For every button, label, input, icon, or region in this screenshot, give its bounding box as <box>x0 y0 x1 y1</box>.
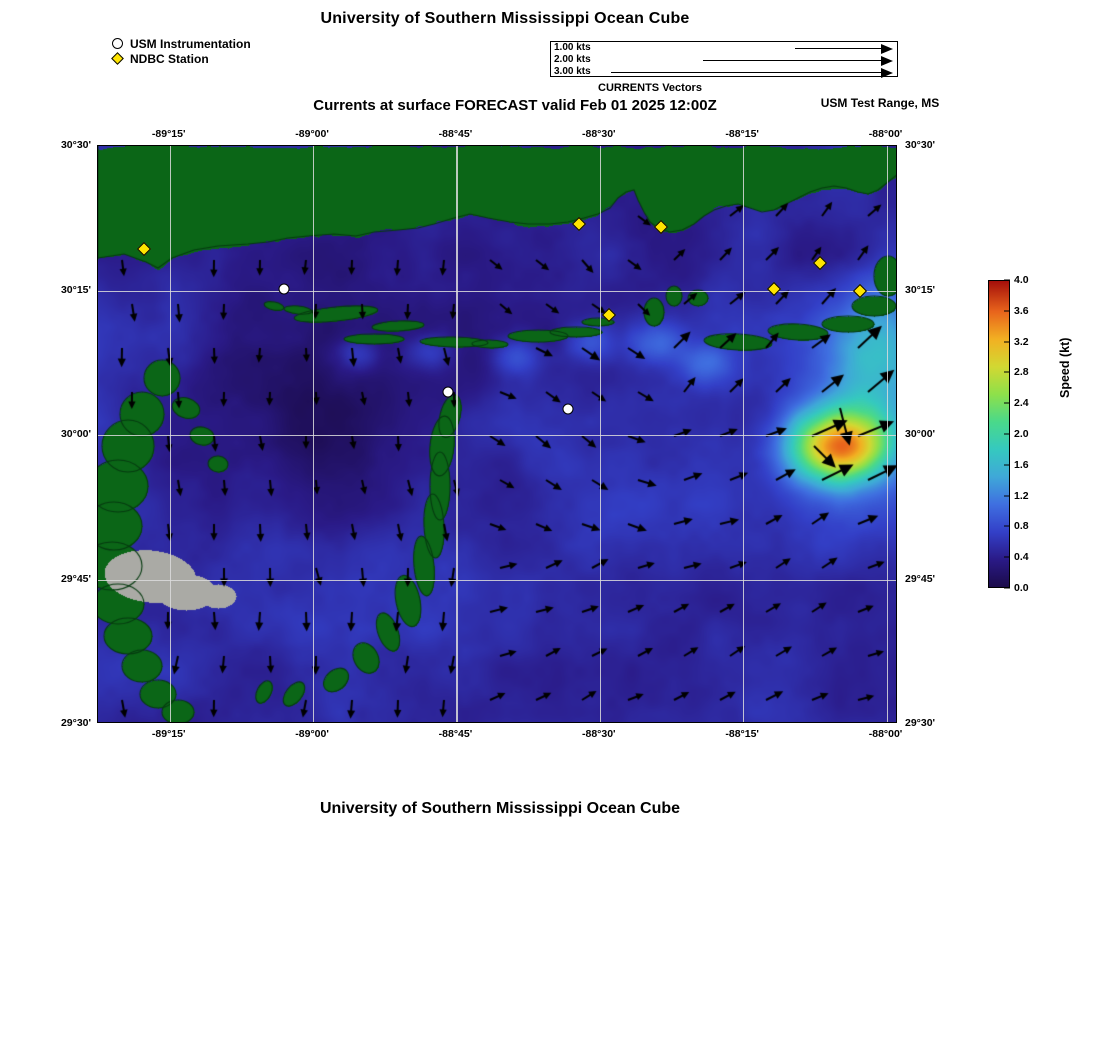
legend-item-usm <box>108 36 251 51</box>
vector-key-row-3 <box>551 66 897 78</box>
axis-tick-longitude: -89°00' <box>295 728 329 740</box>
vector-arrowhead-3 <box>881 68 893 78</box>
colorbar-tickmark <box>1004 464 1010 465</box>
vector-shaft-1 <box>795 48 883 49</box>
diamond-marker-icon <box>108 54 126 63</box>
axis-tick-longitude: -88°15' <box>725 728 759 740</box>
axis-tick-latitude: 30°30' <box>905 139 936 151</box>
colorbar-tickmark <box>1004 588 1010 589</box>
axis-tick-longitude: -88°45' <box>438 128 473 140</box>
colorbar-tick-label: 4.0 <box>1014 274 1029 286</box>
colorbar-tick-label: 3.2 <box>1014 335 1029 348</box>
gridline-longitude <box>313 146 314 722</box>
axis-tick-latitude: 30°30' <box>60 139 91 151</box>
colorbar-tick-label: 3.6 <box>1014 304 1029 317</box>
colorbar-tick-label: 1.6 <box>1014 458 1029 471</box>
colorbar-tick-label: 2.8 <box>1014 366 1029 379</box>
usm-instrumentation-marker[interactable] <box>278 283 289 294</box>
legend-label-usm: USM Instrumentation <box>130 36 251 51</box>
gridline-longitude <box>600 146 601 722</box>
axis-tick-latitude: 30°15' <box>60 283 91 296</box>
axis-tick-latitude: 29°30' <box>905 717 936 729</box>
usm-instrumentation-marker[interactable] <box>442 386 453 397</box>
gridline-longitude <box>456 146 457 722</box>
axis-tick-latitude: 30°00' <box>905 428 936 440</box>
colorbar-tickmark <box>1004 372 1010 373</box>
map-subtitle: Currents at surface FORECAST valid Feb 01 2025 12:00Z <box>313 97 717 114</box>
vector-key-row-1 <box>551 42 897 54</box>
axis-tick-longitude: -89°00' <box>295 128 329 140</box>
map-panel[interactable] <box>97 145 897 723</box>
gridline-latitude <box>98 580 896 581</box>
axis-tick-latitude: 30°15' <box>905 283 936 296</box>
colorbar-tick-label: 1.2 <box>1014 489 1029 502</box>
legend-label-ndbc: NDBC Station <box>130 51 209 66</box>
colorbar-tick-label: 0.4 <box>1014 551 1029 564</box>
page-title: University of Southern Mississippi Ocean Cube <box>320 10 690 27</box>
vector-key-row-2 <box>551 54 897 66</box>
circle-marker-icon <box>108 38 126 49</box>
region-label: USM Test Range, MS <box>820 96 940 110</box>
colorbar-tickmark <box>1004 403 1010 404</box>
axis-tick-longitude: -88°15' <box>725 128 759 140</box>
colorbar-tick-label: 2.4 <box>1014 397 1029 410</box>
colorbar-tick-label: 0.8 <box>1014 520 1029 533</box>
axis-tick-latitude: 30°00' <box>60 428 91 440</box>
legend-item-ndbc <box>108 51 251 66</box>
vector-shaft-3 <box>611 72 883 73</box>
colorbar-tick-label: 0.0 <box>1014 582 1029 594</box>
axis-tick-longitude: -89°15' <box>151 128 186 140</box>
map-legend <box>108 36 251 66</box>
axis-tick-longitude: -88°00' <box>868 728 903 740</box>
axis-tick-latitude: 29°45' <box>905 572 936 585</box>
vector-arrowhead-2 <box>881 56 893 66</box>
axis-tick-longitude: -88°30' <box>582 728 616 740</box>
gridline-longitude <box>170 146 171 722</box>
colorbar-tickmark <box>1004 557 1010 558</box>
vector-arrowhead-1 <box>881 44 893 54</box>
axis-tick-longitude: -88°30' <box>582 128 616 140</box>
usm-instrumentation-marker[interactable] <box>563 403 574 414</box>
axis-tick-longitude: -88°00' <box>868 128 903 140</box>
vector-shaft-2 <box>703 60 883 61</box>
colorbar-tickmark <box>1004 341 1010 342</box>
vector-scale-key <box>550 41 898 77</box>
colorbar-tickmark <box>1004 280 1010 281</box>
vector-key-label-1: 1.00 kts <box>554 42 591 53</box>
colorbar-tickmark <box>1004 434 1010 435</box>
colorbar-tickmark <box>1004 526 1010 527</box>
gridline-longitude <box>743 146 744 722</box>
footer-title: University of Southern Mississippi Ocean Cube <box>319 800 681 817</box>
vector-key-label-3: 3.00 kts <box>554 66 591 77</box>
axis-tick-latitude: 29°30' <box>60 717 91 729</box>
colorbar-title: Speed (kt) <box>1058 337 1072 398</box>
axis-tick-latitude: 29°45' <box>60 572 91 585</box>
axis-tick-longitude: -89°15' <box>151 728 186 740</box>
colorbar-tickmark <box>1004 310 1010 311</box>
colorbar-tickmark <box>1004 495 1010 496</box>
axis-tick-longitude: -88°45' <box>438 728 473 740</box>
gridline-longitude <box>887 146 888 722</box>
vector-key-caption: CURRENTS Vectors <box>598 82 702 94</box>
colorbar-tick-label: 2.0 <box>1014 428 1029 440</box>
gridline-latitude <box>98 435 896 436</box>
vector-key-label-2: 2.00 kts <box>554 54 591 65</box>
